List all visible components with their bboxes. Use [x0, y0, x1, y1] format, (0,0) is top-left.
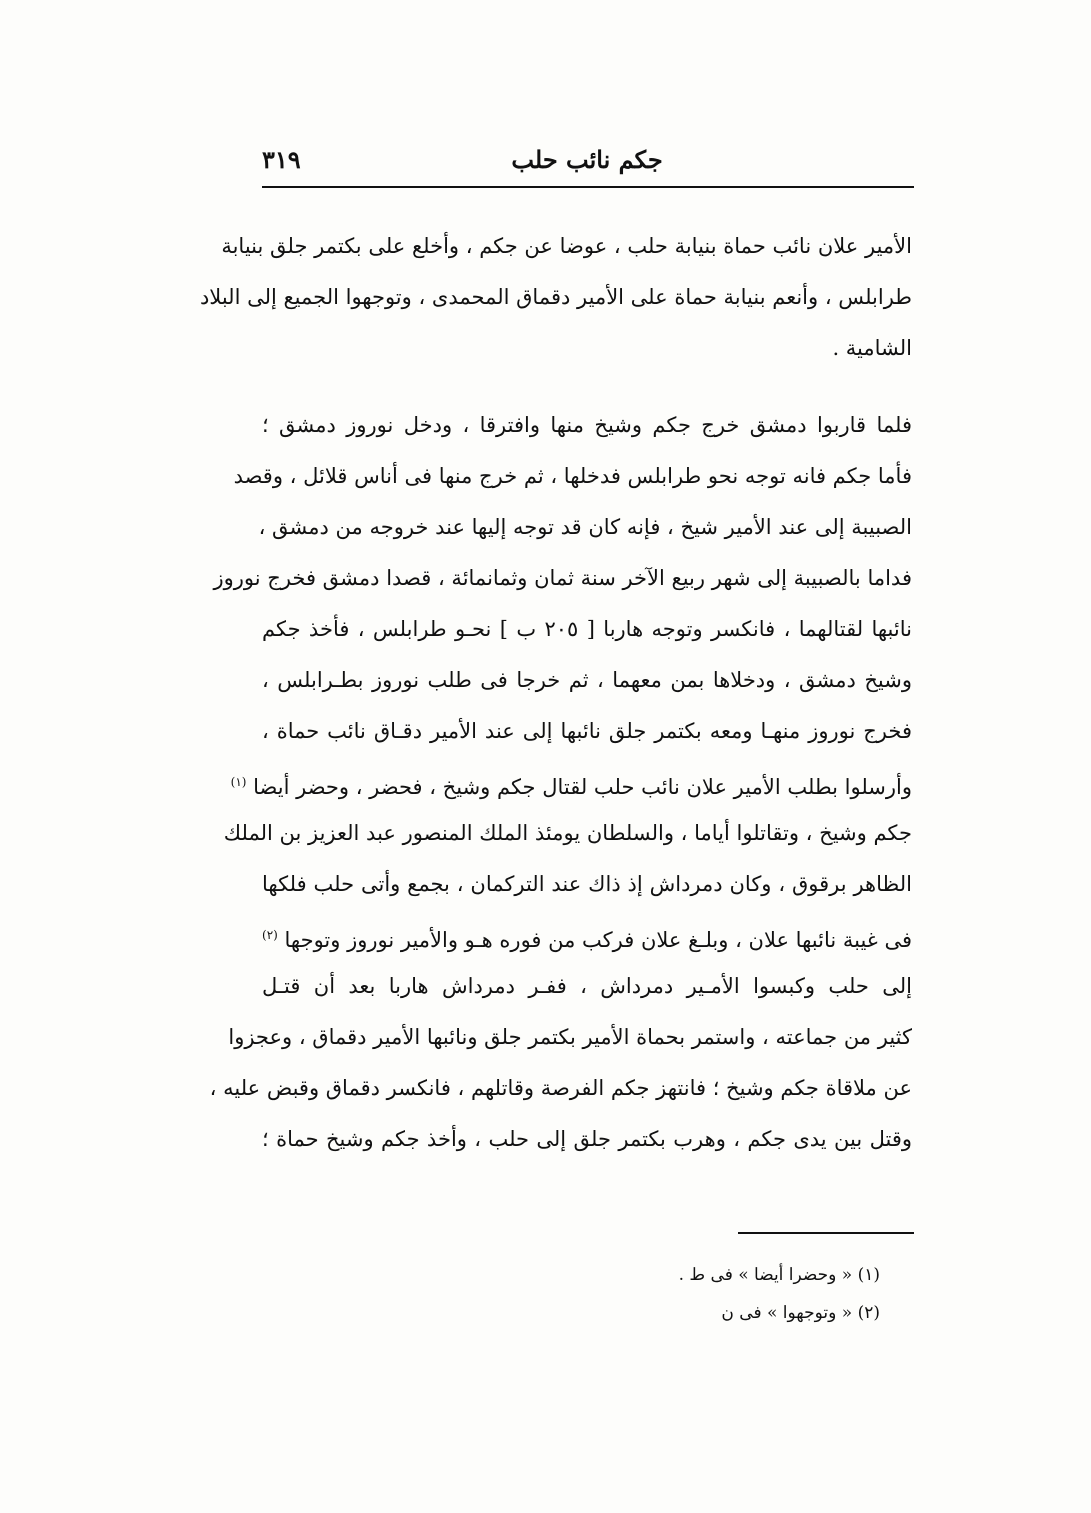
- text-line: جكم وشيخ ، وتقاتلوا أياما ، والسلطان يومئذ الملك المنصور عبد العزيز بن الملك: [223, 821, 912, 845]
- line-text: وأرسلوا بطلب الأمير علان نائب حلب لقتال جكم وشيخ ، فحضر ، وحضر أيضا: [253, 775, 912, 799]
- text-line: فخرج نوروز منهـا ومعه بكتمر جلق نائبها إلى عند الأمير دقـاق نائب حماة ،: [262, 719, 912, 743]
- text-line: فلما قاربوا دمشق خرج جكم وشيخ منها وافترقا ، ودخل نوروز دمشق ؛: [262, 413, 912, 437]
- text-line: وشيخ دمشق ، ودخلاها بمن معهما ، ثم خرجا فى طلب نوروز بطـرابلس ،: [262, 668, 912, 692]
- paragraph-2: [209, 403, 912, 1168]
- header-divider: [262, 186, 914, 188]
- text-line: وقتل بين يدى جكم ، وهرب بكتمر جلق إلى حلب ، وأخذ جكم وشيخ حماة ؛: [262, 1127, 912, 1151]
- main-text: [199, 224, 912, 1168]
- text-line-with-footnote: [230, 760, 912, 811]
- text-line: إلى حلب وكبسوا الأمـير دمرداش ، ففـر دمرداش هاربا بعد أن قتـل: [262, 974, 912, 998]
- line-text: فى غيبة نائبها علان ، وبلـغ علان فركب من فوره هـو والأمير نوروز وتوجها: [284, 928, 912, 952]
- text-line: طرابلس ، وأنعم بنيابة حماة على الأمير دقماق المحمدى ، وتوجهوا الجميع إلى البلاد: [199, 285, 912, 309]
- text-line: الصبيبة إلى عند الأمير شيخ ، فإنه كان قد توجه إليها عند خروجه من دمشق ،: [258, 515, 912, 539]
- header-title: جكم نائب حلب: [511, 145, 663, 174]
- text-line: فأما جكم فانه توجه نحو طرابلس فدخلها ، ثم خرج منها فى أناس قلائل ، وقصد: [233, 464, 912, 488]
- footnote-1: (١) « وحضرا أيضا » فى ط .: [678, 1265, 880, 1285]
- footnote-2: (٢) « وتوجهوا » فى ن: [721, 1303, 880, 1323]
- footnotes: [560, 1258, 880, 1334]
- paragraph-gap: [262, 377, 912, 403]
- text-line: فداما بالصبيبة إلى شهر ربيع الآخر سنة ثمان وثمانمائة ، قصدا دمشق فخرج نوروز: [213, 566, 912, 590]
- running-header: [262, 140, 912, 186]
- footnote-divider: [738, 1232, 914, 1234]
- text-line: عن ملاقاة جكم وشيخ ؛ فانتهز جكم الفرصة وقاتلهم ، فانكسر دقماق وقبض عليه ،: [209, 1076, 912, 1100]
- text-line: نائبها لقتالهما ، فانكسر وتوجه هاربا [ ٢٠٥ ب ] نحـو طرابلس ، فأخذ جكم: [262, 617, 912, 641]
- text-line: كثير من جماعته ، واستمر بحماة الأمير بكتمر جلق ونائبها الأمير دقماق ، وعجزوا: [228, 1025, 912, 1049]
- paragraph-1: [199, 224, 912, 377]
- text-line: الشامية .: [832, 336, 912, 360]
- text-line: الظاهر برقوق ، وكان دمرداش إذ ذاك عند التركمان ، بجمع وأتى حلب فلكها: [262, 872, 912, 896]
- footnote-marker: (١): [230, 775, 247, 789]
- footnote-marker: (٢): [262, 928, 278, 942]
- page-number: ٣١٩: [262, 145, 301, 174]
- text-line: الأمير علان نائب حماة بنيابة حلب ، عوضا عن جكم ، وأخلع على بكتمر جلق بنيابة: [221, 234, 912, 258]
- text-line-with-footnote: [262, 913, 912, 964]
